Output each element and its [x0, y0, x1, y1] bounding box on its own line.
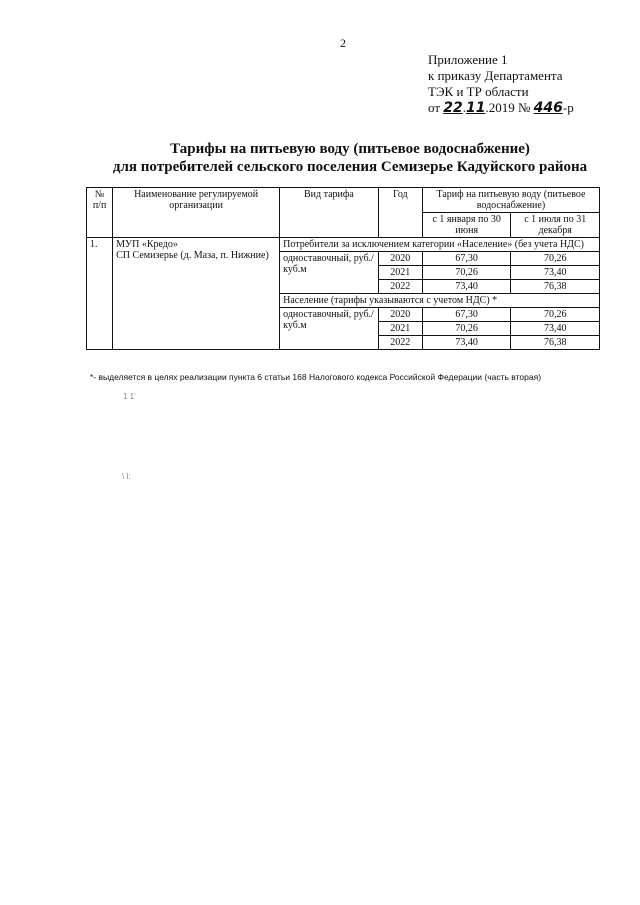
year-cell: 2020 [378, 308, 422, 322]
number-suffix: -р [562, 100, 574, 115]
tariff-cell: 76,38 [511, 336, 600, 350]
year-cell: 2022 [378, 336, 422, 350]
header-year: Год [378, 188, 422, 238]
tariff-cell: 73,40 [511, 322, 600, 336]
header-row [87, 188, 600, 213]
group2-label: Население (тарифы указываются с учетом НДС) * [280, 294, 600, 308]
tariff-cell: 70,26 [511, 308, 600, 322]
tariff-table [86, 187, 600, 350]
tariff-cell: 73,40 [422, 280, 511, 294]
handwritten-day: 22 [443, 100, 463, 116]
org-line2: СП Семизерье (д. Маза, п. Нижние) [116, 250, 269, 261]
appendix-line2: к приказу Департамента [428, 68, 563, 83]
tariff-cell: 73,40 [422, 336, 511, 350]
appendix-line1: Приложение 1 [428, 52, 508, 67]
footnote: *- выделяется в целях реализации пункта 6 статьи 168 Налогового кодекса Российской Федерации (часть вторая) [90, 372, 542, 382]
year-cell: 2022 [378, 280, 422, 294]
year-cell: 2020 [378, 252, 422, 266]
tariff-cell: 70,26 [511, 252, 600, 266]
page-number: 2 [340, 36, 346, 50]
table-row [87, 238, 600, 252]
tariff-cell: 67,30 [422, 308, 511, 322]
title-line2: для потребителей сельского поселения Семизерье Кадуйского района [112, 159, 588, 175]
tariff-cell: 73,40 [511, 266, 600, 280]
date-prefix: от [428, 100, 441, 115]
year-cell: 2021 [378, 322, 422, 336]
group1-type: одноставочный, руб./куб.м [280, 252, 379, 294]
row-number: 1. [87, 238, 113, 350]
title-line1: Тарифы на питьевую воду (питьевое водоснабжение) [170, 141, 530, 157]
date-year: .2019 № [485, 100, 531, 115]
header-period1: с 1 января по 30 июня [422, 213, 511, 238]
appendix-block [428, 52, 574, 116]
header-tariff: Тариф на питьевую воду (питьевое водоснабжение) [422, 188, 599, 213]
header-type: Вид тарифа [280, 188, 379, 238]
header-org: Наименование регулируемой организации [113, 188, 280, 238]
tariff-cell: 70,26 [422, 266, 511, 280]
scan-mark: \ I: [122, 472, 131, 481]
appendix-line3: ТЭК и ТР области [428, 84, 529, 99]
year-cell: 2021 [378, 266, 422, 280]
handwritten-month: 11 [466, 100, 486, 116]
document-title [60, 140, 640, 176]
org-name [113, 238, 280, 350]
tariff-cell: 67,30 [422, 252, 511, 266]
tariff-cell: 70,26 [422, 322, 511, 336]
group2-type: одноставочный, руб./куб.м [280, 308, 379, 350]
org-line1: МУП «Кредо» [116, 239, 178, 250]
header-period2: с 1 июля по 31 декабря [511, 213, 600, 238]
tariff-cell: 76,38 [511, 280, 600, 294]
header-num: № п/п [87, 188, 113, 238]
appendix-date-line: от 22.11.2019 № 446-р [428, 100, 574, 116]
scan-mark: 1 1' [123, 392, 136, 401]
handwritten-number: 446 [533, 100, 563, 116]
group1-label: Потребители за исключением категории «Население» (без учета НДС) [280, 238, 600, 252]
